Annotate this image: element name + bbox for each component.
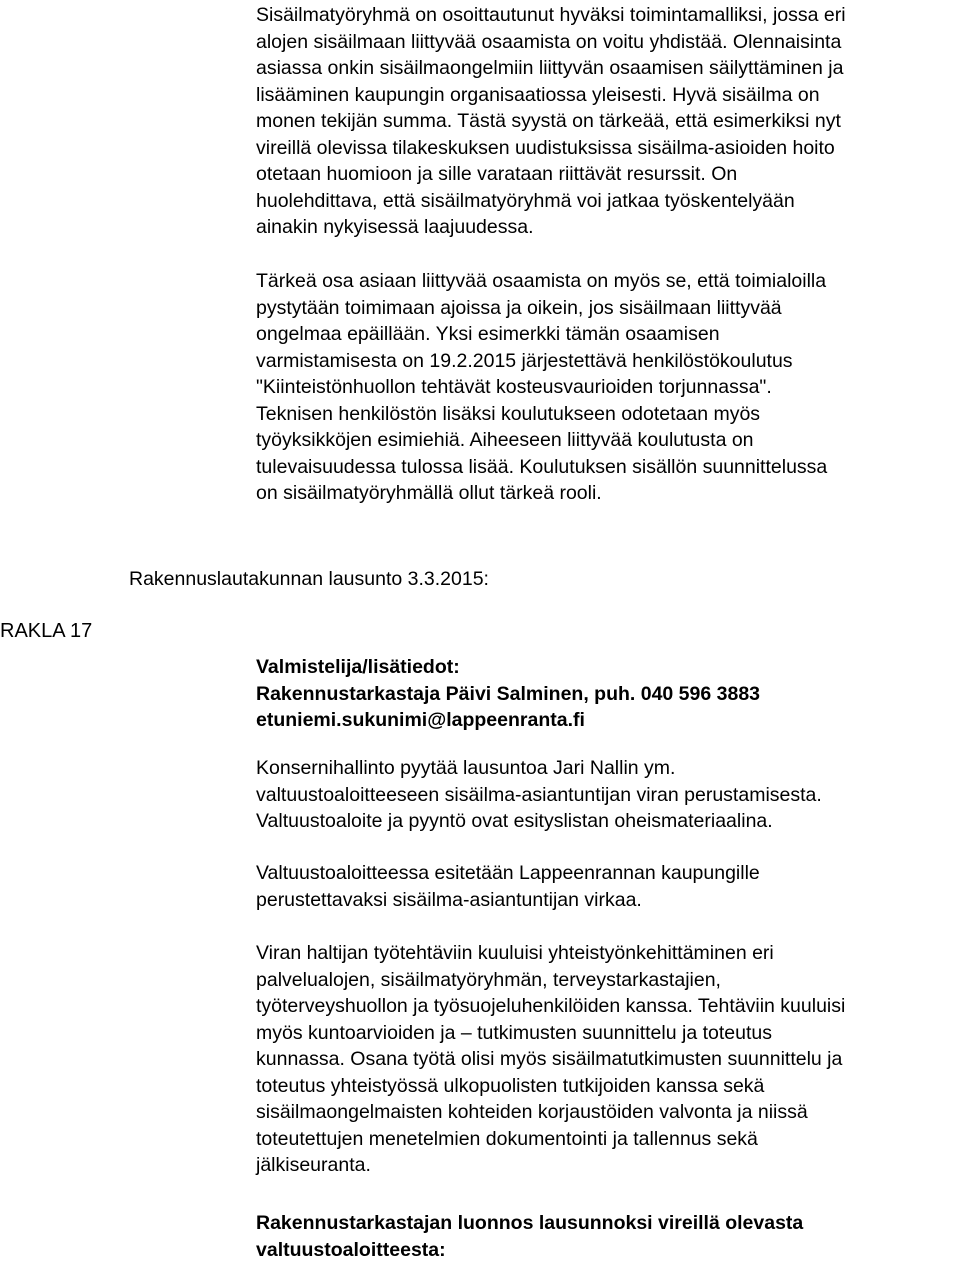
contact-heading: Valmistelija/lisätiedot:	[256, 654, 958, 681]
paragraph-osaaminen	[256, 268, 958, 507]
text-line: jälkiseuranta.	[256, 1152, 958, 1179]
text-line: Konsernihallinto pyytää lausuntoa Jari Nallin ym.	[256, 755, 958, 782]
heading-luonnos-lausunnoksi	[256, 1210, 958, 1263]
heading-line: valtuustoaloitteesta:	[256, 1237, 958, 1263]
text-line: monen tekijän summa. Tästä syystä on tärkeää, että esimerkiksi nyt	[256, 108, 958, 135]
heading-line: Rakennustarkastajan luonnos lausunnoksi vireillä olevasta	[256, 1210, 958, 1237]
text-line: valtuustoaloitteeseen sisäilma-asiantuntijan viran perustamisesta.	[256, 782, 958, 809]
paragraph-tyotehtavat	[256, 940, 958, 1179]
contact-email: etuniemi.sukunimi@lappeenranta.fi	[256, 707, 958, 734]
text-line: asiassa onkin sisäilmaongelmiin liittyvän osaamisen säilyttäminen ja	[256, 55, 958, 82]
text-line: Sisäilmatyöryhmä on osoittautunut hyväksi toimintamalliksi, jossa eri	[256, 2, 958, 29]
text-line: Valtuustoaloite ja pyyntö ovat esityslistan oheismateriaalina.	[256, 808, 958, 835]
text-line: Teknisen henkilöstön lisäksi koulutukseen odotetaan myös	[256, 401, 958, 428]
contact-person: Rakennustarkastaja Päivi Salminen, puh. 040 596 3883	[256, 681, 958, 708]
text-line: sisäilmaongelmaisten kohteiden korjaustöiden valvonta ja niissä	[256, 1099, 958, 1126]
text-line: Tärkeä osa asiaan liittyvää osaamista on myös se, että toimialoilla	[256, 268, 958, 295]
text-line: pystytään toimimaan ajoissa ja oikein, jos sisäilmaan liittyvää	[256, 295, 958, 322]
paragraph-konsernihallinto	[256, 755, 958, 835]
text-line: "Kiinteistönhuollon tehtävät kosteusvaurioiden torjunnassa".	[256, 374, 958, 401]
text-line: myös kuntoarvioiden ja – tutkimusten suunnittelu ja toteutus	[256, 1020, 958, 1047]
text-line: toteutettujen menetelmien dokumentointi ja tallennus sekä	[256, 1126, 958, 1153]
text-line: palvelualojen, sisäilmatyöryhmän, terveystarkastajien,	[256, 967, 958, 994]
lausunto-heading: Rakennuslautakunnan lausunto 3.3.2015:	[129, 566, 489, 593]
text-line: perustettavaksi sisäilma-asiantuntijan virkaa.	[256, 887, 958, 914]
text-line: huolehdittava, että sisäilmatyöryhmä voi jatkaa työskentelyään	[256, 188, 958, 215]
text-line: kunnassa. Osana työtä olisi myös sisäilmatutkimusten suunnittelu ja	[256, 1046, 958, 1073]
text-line: tulevaisuudessa tulossa lisää. Koulutuksen sisällön suunnittelussa	[256, 454, 958, 481]
text-line: varmistamisesta on 19.2.2015 järjestettävä henkilöstökoulutus	[256, 348, 958, 375]
text-line: on sisäilmatyöryhmällä ollut tärkeä rooli.	[256, 480, 958, 507]
text-line: otetaan huomioon ja sille varataan riittävät resurssit. On	[256, 161, 958, 188]
text-line: Viran haltijan työtehtäviin kuuluisi yhteistyönkehittäminen eri	[256, 940, 958, 967]
text-line: alojen sisäilmaan liittyvää osaamista on voitu yhdistää. Olennaisinta	[256, 29, 958, 56]
text-line: vireillä olevissa tilakeskuksen uudistuksissa sisäilma-asioiden hoito	[256, 135, 958, 162]
text-line: ongelmaa epäillään. Yksi esimerkki tämän osaamisen	[256, 321, 958, 348]
section-label-rakla: RAKLA 17	[0, 617, 92, 645]
paragraph-sisailmatyoryhma	[256, 2, 958, 241]
text-line: työterveyshuollon ja työsuojeluhenkilöiden kanssa. Tehtäviin kuuluisi	[256, 993, 958, 1020]
contact-block	[256, 654, 958, 734]
text-line: lisääminen kaupungin organisaatiossa yleisesti. Hyvä sisäilma on	[256, 82, 958, 109]
paragraph-valtuustoaloite	[256, 860, 958, 913]
text-line: toteutus yhteistyössä ulkopuolisten tutkijoiden kanssa sekä	[256, 1073, 958, 1100]
text-line: ainakin nykyisessä laajuudessa.	[256, 214, 958, 241]
text-line: työyksikköjen esimiehiä. Aiheeseen liittyvää koulutusta on	[256, 427, 958, 454]
text-line: Valtuustoaloitteessa esitetään Lappeenrannan kaupungille	[256, 860, 958, 887]
